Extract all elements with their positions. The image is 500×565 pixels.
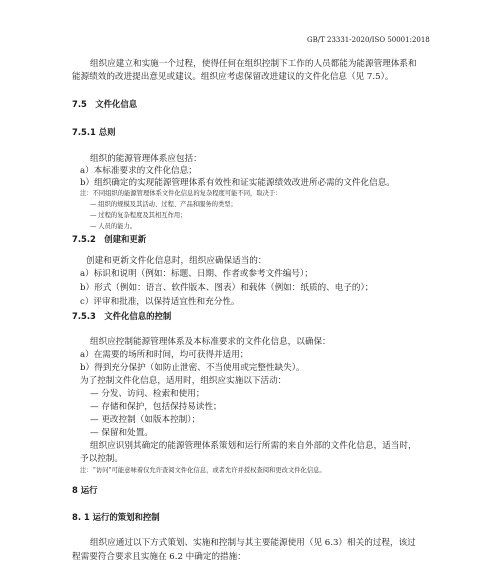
section-7-5-2-lead: 创建和更新文件化信息时，组织应确保适当的： [86, 256, 267, 266]
section-7-5-3-lead-2: 为了控制文件化信息，适用时，组织应实施以下活动： [80, 376, 287, 386]
section-7-5-2-item-a: a）标识和说明（例如：标题、日期、作者或参考文件编号）； [80, 269, 313, 279]
section-7-5-1-lead: 组织的能源管理体系应包括： [90, 154, 202, 164]
section-7-5-3-heading: 7.5.3 文件化信息的控制 [72, 311, 172, 321]
section-7-5-3-external-line-1: 组织应识别其确定的能源管理体系策划和运行所需的来自外部的文件化信息，适当时， [90, 441, 417, 451]
intro-line-2: 能源绩效的改进提出意见或建议。组织应考虑保留改进建议的文件化信息（见 7.5）。 [72, 72, 394, 82]
section-7-5-3-item-a: a）在需要的场所和时间，均可获得并适用； [80, 350, 249, 360]
intro-line-1: 组织应建立和实施一个过程，使得任何在组织控制下工作的人员都能为能源管理体系和 [90, 59, 417, 69]
section-8-1-body-line-1: 组织应通过以下方式策划、实施和控制与其主要能源使用（见 6.3）相关的过程，该过 [90, 538, 416, 548]
section-7-5-3-activity-4: — 保留和处置。 [90, 428, 153, 438]
section-7-5-1-heading: 7.5.1 总则 [72, 127, 116, 137]
section-7-5-3-note: 注：“访问”可能意味着仅允许查阅文件化信息，或者允许并授权查阅和更改文件化信息。 [80, 467, 326, 474]
section-8-1-body-line-2: 程需要符合要求且实施在 6.2 中确定的措施： [72, 552, 246, 562]
section-7-5-3-external-line-2: 予以控制。 [80, 454, 123, 464]
section-7-5-1-note-line-2: — 组织的规模及其活动、过程、产品和服务的类型； [90, 201, 237, 208]
section-7-5-2-heading: 7.5.2 创建和更新 [72, 234, 147, 244]
section-7-5-1-item-b: b）组织确定的实现能源管理体系有效性和证实能源绩效改进所必需的文件化信息。 [80, 178, 395, 188]
section-7-5-2-item-c: c）评审和批准，以保持适宜性和充分性。 [80, 297, 240, 307]
section-7-5-1-note-line-3: — 过程的复杂程度及其相互作用； [90, 212, 187, 219]
section-7-5-3-activity-2: — 存储和保护，包括保持易读性； [90, 402, 222, 412]
section-8-heading: 8 运行 [72, 485, 98, 495]
section-7-5-3-lead: 组织应控制能源管理体系及本标准要求的文件化信息，以确保： [90, 337, 331, 347]
section-7-5-3-item-b: b）得到充分保护（如防止泄密、不当使用或完整性缺失）。 [80, 363, 305, 373]
section-8-1-heading: 8. 1 运行的策划和控制 [72, 512, 160, 522]
section-7-5-heading: 7.5 文件化信息 [72, 99, 138, 109]
section-7-5-3-activity-3: — 更改控制（如版本控制）； [90, 415, 201, 425]
section-7-5-1-note-line-4: — 人员的能力。 [90, 223, 137, 230]
section-7-5-2-item-b: b）形式（例如：语言、软件版本、图表）和载体（例如：纸质的、电子的）； [80, 283, 374, 293]
standard-id-header: GB/T 23331-2020/ISO 50001:2018 [307, 36, 430, 44]
section-7-5-1-item-a: a）本标准要求的文件化信息； [80, 166, 197, 176]
section-7-5-3-activity-1: — 分发、访问、检索和使用； [90, 389, 205, 399]
section-7-5-1-note-line-1: 注：不同组织的能源管理体系文件化信息的复杂程度可能不同，取决于： [80, 190, 282, 197]
